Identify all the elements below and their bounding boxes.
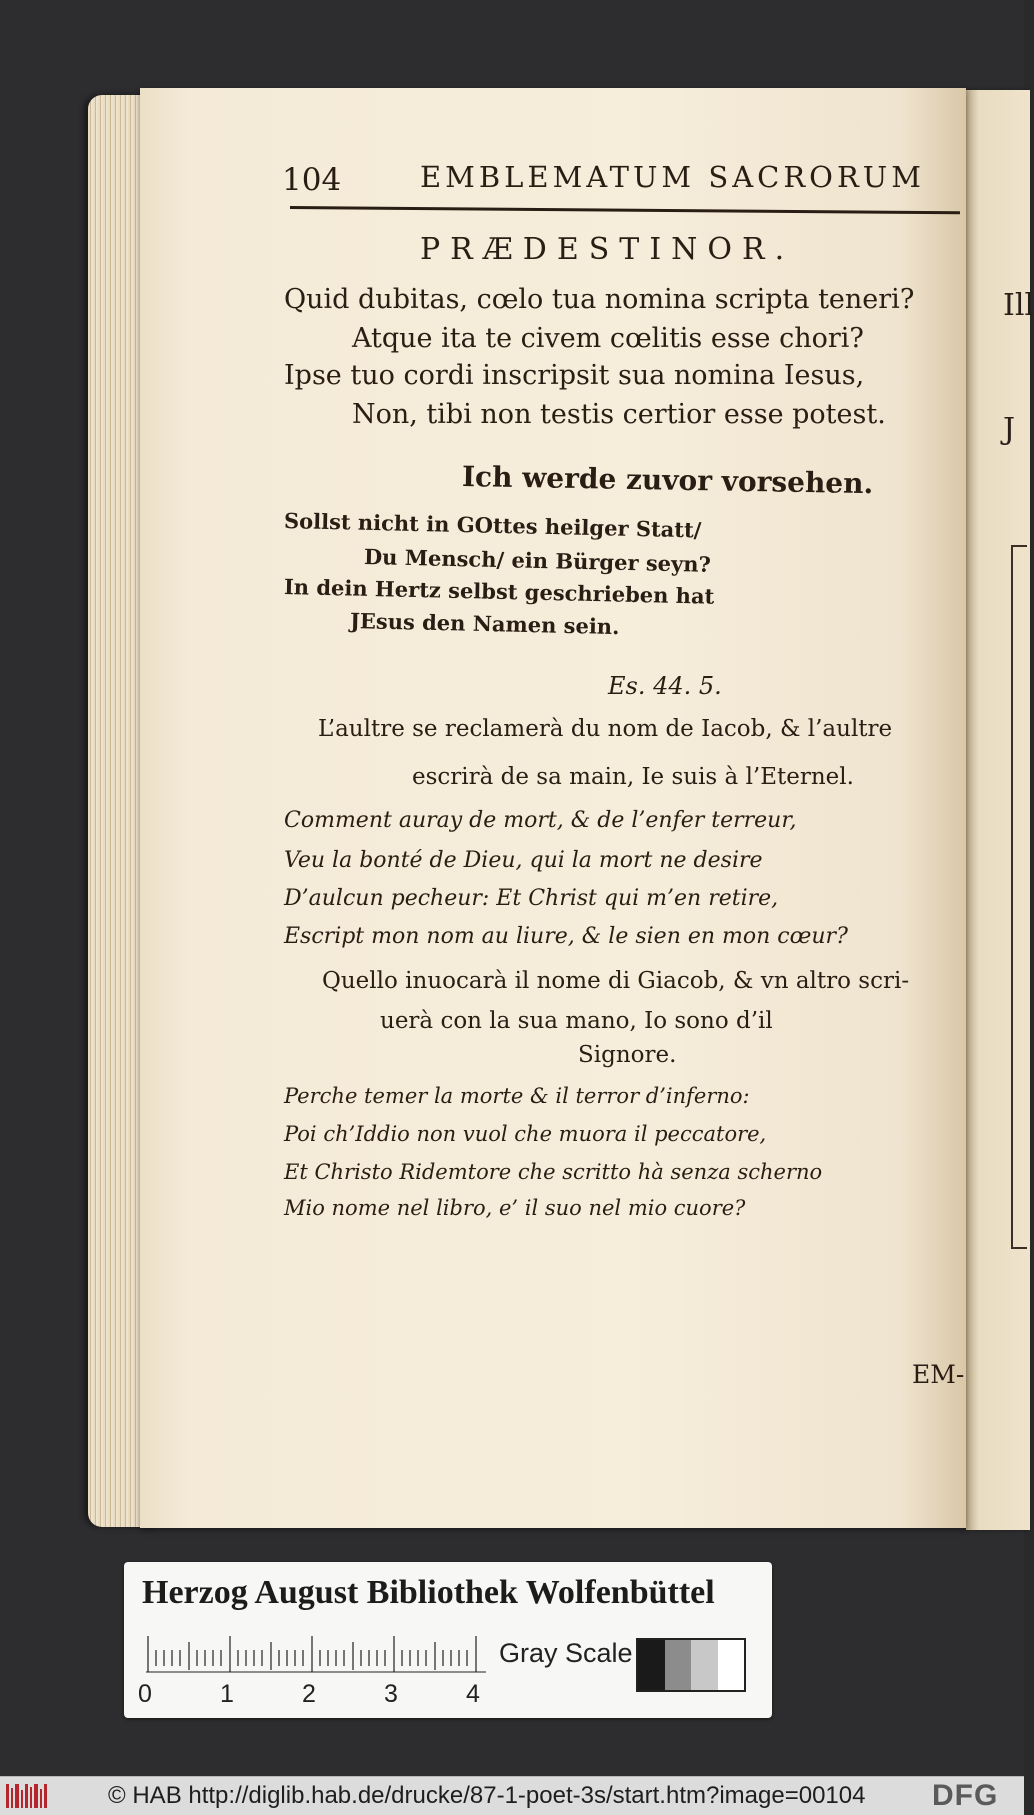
german-line-1: Sollst nicht in GOttes heilger Statt/ bbox=[283, 508, 702, 543]
ruler-scale bbox=[146, 1636, 486, 1676]
german-heading: Ich werde zuvor vorsehen. bbox=[461, 460, 874, 501]
italian-verse-line-3: Et Christo Ridemtore che scritto hà senza scherno bbox=[284, 1160, 823, 1184]
swatch-light-gray bbox=[691, 1640, 718, 1690]
scripture-reference: Es. 44. 5. bbox=[608, 672, 722, 700]
facing-page-text-2: J bbox=[1003, 412, 1016, 447]
facing-page-frame bbox=[1011, 545, 1027, 1249]
french-verse-line-2: Veu la bonté de Dieu, qui la mort ne desire bbox=[284, 848, 763, 873]
ruler-tick-0: 0 bbox=[138, 1680, 152, 1708]
italian-verse-line-2: Poi ch’Iddio non vuol che muora il peccatore, bbox=[284, 1122, 767, 1146]
german-line-3: In dein Hertz selbst geschrieben hat bbox=[283, 574, 715, 609]
french-verse-line-4: Escript mon nom au liure, & le sien en mon cœur? bbox=[284, 924, 848, 949]
catchword: EM- bbox=[912, 1360, 965, 1389]
french-prose-line-1: L’aultre se reclamerà du nom de Iacob, & l’aultre bbox=[318, 716, 893, 742]
emblem-title: PRÆDESTINOR. bbox=[420, 232, 795, 267]
ruler-tick-3: 3 bbox=[384, 1680, 398, 1708]
ruler-tick-1: 1 bbox=[220, 1680, 234, 1708]
institution-name: Herzog August Bibliothek Wolfenbüttel bbox=[142, 1574, 715, 1611]
dfg-logo: DFG bbox=[932, 1779, 999, 1812]
running-head: EMBLEMATUM SACRORUM bbox=[420, 160, 925, 194]
gray-scale-label: Gray Scale bbox=[499, 1638, 633, 1668]
german-line-4: JEsus den Namen sein. bbox=[349, 608, 620, 640]
footer-bar bbox=[0, 1776, 1024, 1815]
italian-verse-line-1: Perche temer la morte & il terror d’inferno: bbox=[284, 1084, 750, 1108]
gray-scale-swatches bbox=[636, 1638, 746, 1692]
italian-prose-line-2: uerà con la sua mano, Io sono d’il bbox=[380, 1008, 773, 1034]
french-verse-line-1: Comment auray de mort, & de l’enfer terreur, bbox=[284, 808, 797, 833]
source-url[interactable]: © HAB http://diglib.hab.de/drucke/87-1-poet-3s/start.htm?image=00104 bbox=[108, 1782, 866, 1809]
latin-line-2: Atque ita te civem cœlitis esse chori? bbox=[352, 323, 864, 354]
latin-line-3: Ipse tuo cordi inscripsit sua nomina Iesus, bbox=[284, 360, 865, 391]
ruler-tick-2: 2 bbox=[302, 1680, 316, 1708]
italian-prose-line-3: Signore. bbox=[578, 1042, 677, 1068]
latin-line-4: Non, tibi non testis certior esse potest. bbox=[352, 399, 886, 430]
german-line-2: Du Mensch/ ein Bürger seyn? bbox=[363, 544, 712, 577]
italian-verse-line-4: Mio nome nel libro, e’ il suo nel mio cuore? bbox=[284, 1196, 746, 1220]
swatch-white bbox=[718, 1640, 745, 1690]
french-verse-line-3: D’aulcun pecheur: Et Christ qui m’en retire, bbox=[284, 886, 779, 911]
color-calibration-card bbox=[124, 1562, 772, 1718]
swatch-black bbox=[638, 1640, 665, 1690]
ruler-tick-4: 4 bbox=[466, 1680, 480, 1708]
swatch-dark-gray bbox=[665, 1640, 692, 1690]
latin-line-1: Quid dubitas, cœlo tua nomina scripta teneri? bbox=[284, 284, 915, 315]
italian-prose-line-1: Quello inuocarà il nome di Giacob, & vn altro scri- bbox=[322, 968, 910, 994]
hab-barcode-icon bbox=[6, 1784, 48, 1808]
page-number: 104 bbox=[282, 162, 342, 198]
french-prose-line-2: escrirà de sa main, Ie suis à l’Eternel. bbox=[412, 764, 854, 790]
facing-page-text-1: Ill bbox=[1003, 288, 1034, 323]
